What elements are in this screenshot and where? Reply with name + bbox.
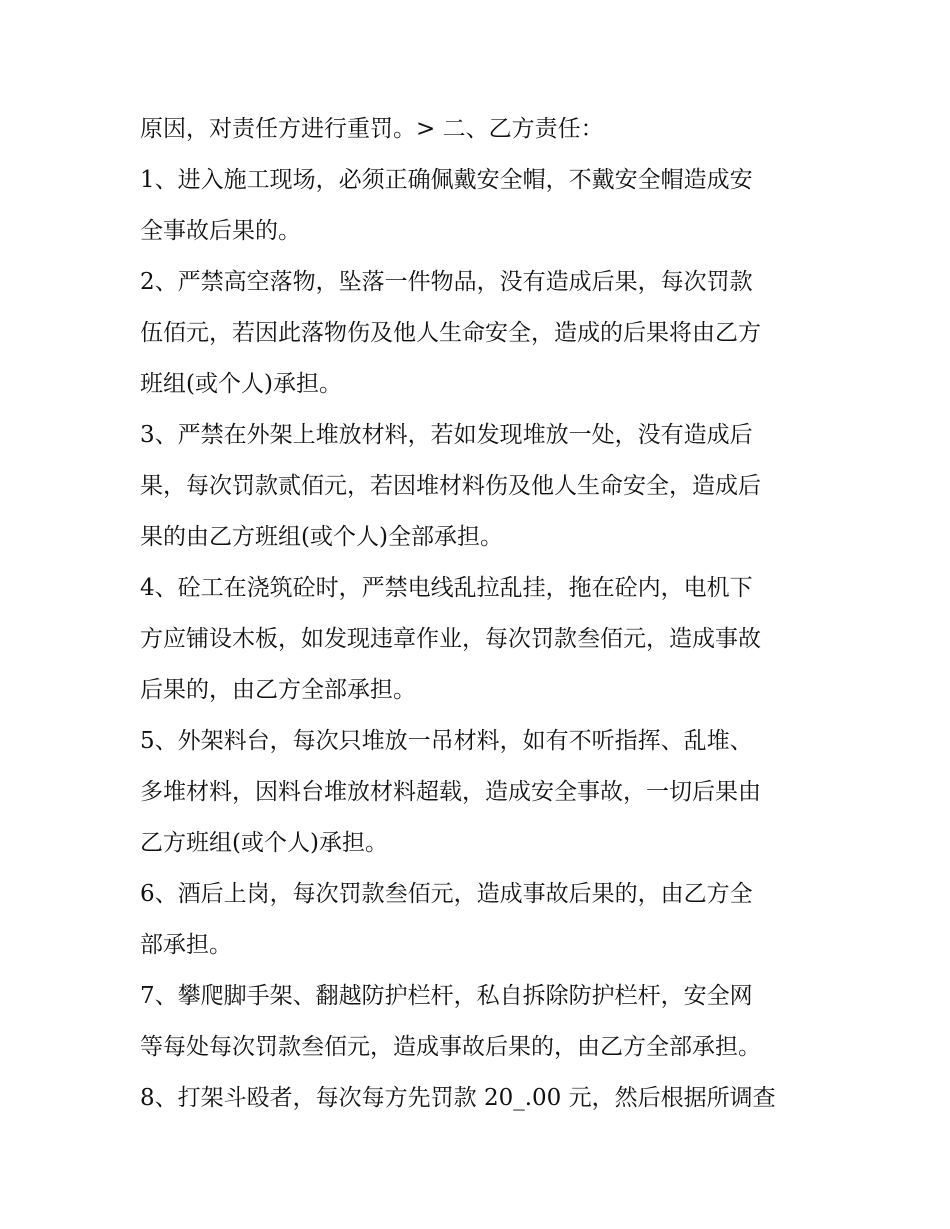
text-line: 等每处每次罚款叁佰元，造成事故后果的，由乙方全部承担。 — [140, 1034, 761, 1060]
text-line: 后果的，由乙方全部承担。 — [140, 677, 416, 703]
text-line: 部承担。 — [140, 932, 232, 958]
text-line: 乙方班组(或个人)承担。 — [140, 830, 388, 856]
text-line: 果的由乙方班组(或个人)全部承担。 — [140, 524, 503, 550]
text-line: 原因，对责任方进行重罚。> 二、乙方责任： — [140, 116, 604, 142]
text-line: 2、严禁高空落物，坠落一件物品，没有造成后果，每次罚款 — [140, 269, 753, 295]
text-line: 全事故后果的。 — [140, 218, 301, 244]
text-line: 7、攀爬脚手架、翻越防护栏杆，私自拆除防护栏杆，安全网 — [140, 983, 753, 1009]
text-line: 5、外架料台，每次只堆放一吊材料，如有不听指挥、乱堆、 — [140, 728, 753, 754]
text-line: 8、打架斗殴者，每次每方先罚款 20_.00 元，然后根据所调查 — [140, 1085, 776, 1111]
text-line: 班组(或个人)承担。 — [140, 371, 342, 397]
text-line: 方应铺设木板，如发现违章作业，每次罚款叁佰元，造成事故 — [140, 626, 761, 652]
text-line: 多堆材料，因料台堆放材料超载，造成安全事故，一切后果由 — [140, 779, 761, 805]
text-line: 1、进入施工现场，必须正确佩戴安全帽，不戴安全帽造成安 — [140, 167, 753, 193]
text-line: 3、严禁在外架上堆放材料，若如发现堆放一处，没有造成后 — [140, 422, 753, 448]
document-body — [140, 104, 830, 1124]
text-line: 4、砼工在浇筑砼时，严禁电线乱拉乱挂，拖在砼内，电机下 — [140, 575, 753, 601]
text-line: 果，每次罚款贰佰元，若因堆材料伤及他人生命安全，造成后 — [140, 473, 761, 499]
text-line: 6、酒后上岗，每次罚款叁佰元，造成事故后果的，由乙方全 — [140, 881, 753, 907]
text-line: 伍佰元，若因此落物伤及他人生命安全，造成的后果将由乙方 — [140, 320, 761, 346]
